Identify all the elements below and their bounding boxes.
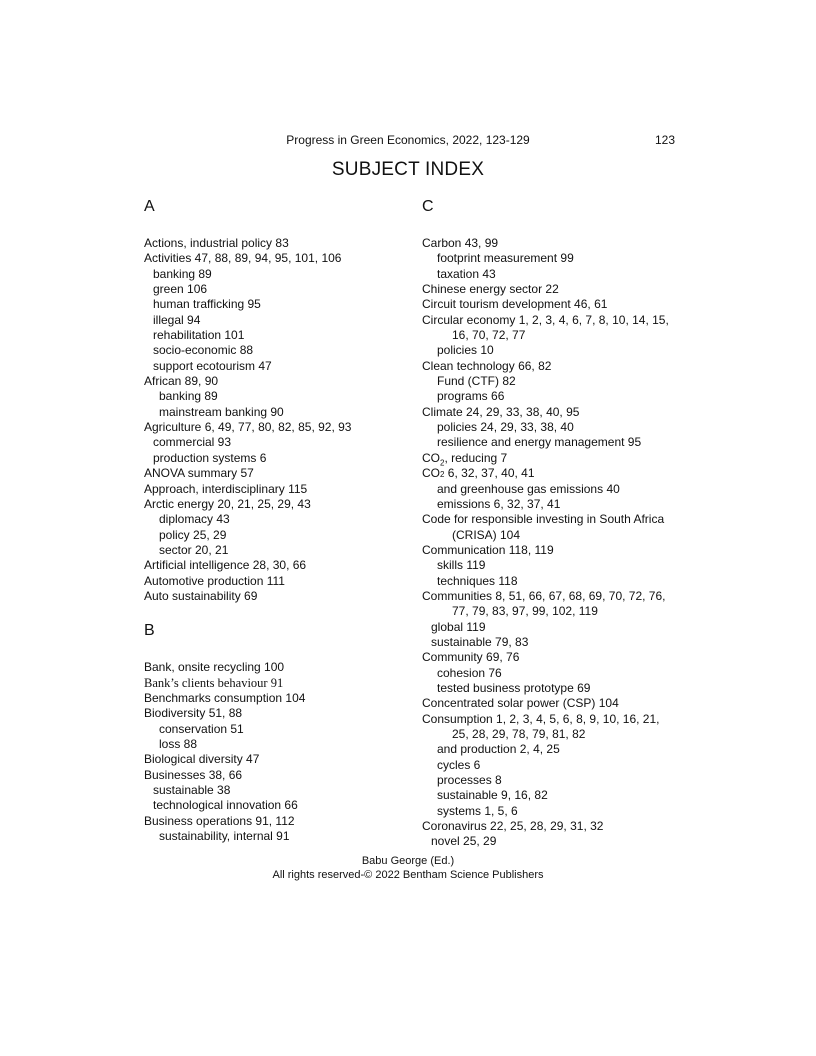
index-subentry: diplomacy 43 (159, 512, 230, 527)
index-subentry: commercial 93 (153, 435, 232, 450)
index-subentry: taxation 43 (437, 266, 496, 281)
index-entry: Auto sustainability 69 (144, 588, 258, 603)
index-entry: Benchmarks consumption 104 (144, 690, 306, 705)
index-entry: Clean technology 66, 82 (422, 358, 552, 373)
index-subentry: cohesion 76 (437, 665, 502, 680)
index-subentry: emissions 6, 32, 37, 41 (437, 496, 561, 511)
index-subentry: rehabilitation 101 (153, 328, 245, 343)
section-letter-c: C (422, 198, 434, 215)
index-entry: Carbon 43, 99 (422, 236, 499, 250)
index-subentry: sustainable 9, 16, 82 (437, 788, 548, 803)
index-column-right (422, 197, 702, 850)
co2-comma: , (444, 450, 448, 465)
index-entry: Chinese energy sector 22 (422, 282, 559, 297)
index-entry: Activities 47, 88, 89, 94, 95, 101, 106 (144, 251, 342, 266)
section-letter-b: B (144, 622, 155, 640)
index-subentry: footprint measurement 99 (437, 251, 574, 266)
index-entry: Businesses 38, 66 (144, 767, 243, 782)
section-letter-a: A (144, 198, 155, 215)
index-entry: Business operations 91, 112 (144, 813, 295, 828)
index-subentry: and production 2, 4, 25 (437, 742, 560, 757)
index-subentry: skills 119 (437, 558, 486, 573)
index-entry: Community 69, 76 (422, 650, 520, 665)
page-number: 123 (655, 133, 676, 147)
index-subentry: sustainability, internal 91 (159, 829, 290, 844)
index-subentry: programs 66 (437, 389, 505, 404)
index-entry: Concentrated solar power (CSP) 104 (422, 696, 619, 711)
index-subentry: tested business prototype 69 (437, 680, 591, 695)
page-title: SUBJECT INDEX (331, 159, 485, 180)
index-subentry: sustainable 38 (153, 783, 231, 797)
index-entry: African 89, 90 (144, 374, 219, 389)
index-subentry: banking 89 (153, 266, 212, 281)
index-subentry: banking 89 (159, 389, 218, 404)
index-entry-co2-reducing (422, 451, 702, 466)
index-subentry: processes 8 (437, 773, 502, 788)
index-subentry: green 106 (153, 282, 208, 297)
index-entry: Circular economy 1, 2, 3, 4, 6, 7, 8, 10, 14, 15, (422, 312, 669, 327)
index-subentry: policies 24, 29, 33, 38, 40 (437, 420, 574, 435)
index-subentry: sustainable 79, 83 (431, 634, 529, 649)
index-entry: Arctic energy 20, 21, 25, 29, 43 (144, 496, 311, 511)
index-subentry: support ecotourism 47 (153, 358, 272, 373)
index-subentry: conservation 51 (159, 721, 244, 736)
index-entry: Biological diversity 47 (144, 752, 260, 767)
index-entry: Actions, industrial policy 83 (144, 236, 289, 250)
index-subentry: production systems 6 (153, 450, 267, 465)
index-entry: ANOVA summary 57 (144, 466, 254, 481)
index-entry: Agriculture 6, 49, 77, 80, 82, 85, 92, 93 (144, 420, 352, 435)
index-entry: Communication 118, 119 (422, 542, 554, 557)
co2-subscript: 2 (440, 470, 445, 480)
index-subentry: policy 25, 29 (159, 527, 227, 542)
index-entry: Approach, interdisciplinary 115 (144, 481, 308, 496)
index-entry-continuation: 77, 79, 83, 97, 99, 102, 119 (452, 604, 598, 619)
index-entry-co2 (422, 466, 702, 481)
running-head: Progress in Green Economics, 2022, 123-129 (286, 133, 530, 147)
index-subentry: techniques 118 (437, 573, 518, 588)
index-entry-continuation: 25, 28, 29, 78, 79, 81, 82 (452, 727, 586, 741)
index-subentry: loss 88 (159, 736, 198, 751)
index-entry: Code for responsible investing in South Africa (422, 512, 665, 527)
index-subentry: human trafficking 95 (153, 297, 261, 312)
co2-formula-prefix: CO (422, 450, 440, 465)
index-entry: Biodiversity 51, 88 (144, 706, 243, 721)
index-entry: Climate 24, 29, 33, 38, 40, 95 (422, 404, 580, 419)
index-entry-text: 6, 32, 37, 40, 41 (447, 466, 535, 481)
index-subentry: resilience and energy management 95 (437, 435, 642, 450)
index-entry-continuation: (CRISA) 104 (452, 527, 521, 542)
index-subentry: and greenhouse gas emissions 40 (437, 481, 620, 496)
index-column-left (144, 197, 424, 844)
index-entry: Bank’s clients behaviour 91 (144, 675, 284, 690)
index-subentry: policies 10 (437, 343, 494, 358)
index-entry: Circuit tourism development 46, 61 (422, 297, 608, 312)
index-entry: Consumption 1, 2, 3, 4, 5, 6, 8, 9, 10, 16, 21, (422, 711, 660, 726)
index-subentry: illegal 94 (153, 312, 201, 327)
index-subentry: socio-economic 88 (153, 343, 254, 358)
index-entry: Coronavirus 22, 25, 28, 29, 31, 32 (422, 819, 604, 834)
index-subentry: technological innovation 66 (153, 798, 298, 813)
footer-rights: All rights reserved-© 2022 Bentham Science Publishers (272, 869, 544, 881)
footer-editor: Babu George (Ed.) (361, 855, 455, 867)
index-subentry: cycles 6 (437, 757, 481, 772)
index-entry: Bank, onsite recycling 100 (144, 660, 285, 675)
index-entry-text: reducing 7 (451, 450, 508, 465)
index-entry: Communities 8, 51, 66, 67, 68, 69, 70, 72, 76, (422, 588, 666, 603)
index-entry: Automotive production 111 (144, 573, 285, 588)
index-subentry: global 119 (431, 619, 486, 634)
index-subentry: sector 20, 21 (159, 542, 229, 557)
index-entry-continuation: 16, 70, 72, 77 (452, 328, 526, 343)
co2-subscript: 2 (440, 458, 445, 468)
index-subentry: novel 25, 29 (431, 834, 497, 849)
index-subentry: systems 1, 5, 6 (437, 803, 518, 818)
co2-formula-prefix: CO (422, 466, 440, 481)
index-entry: Artificial intelligence 28, 30, 66 (144, 558, 307, 573)
index-subentry: Fund (CTF) 82 (437, 374, 516, 389)
index-subentry: mainstream banking 90 (159, 404, 284, 419)
